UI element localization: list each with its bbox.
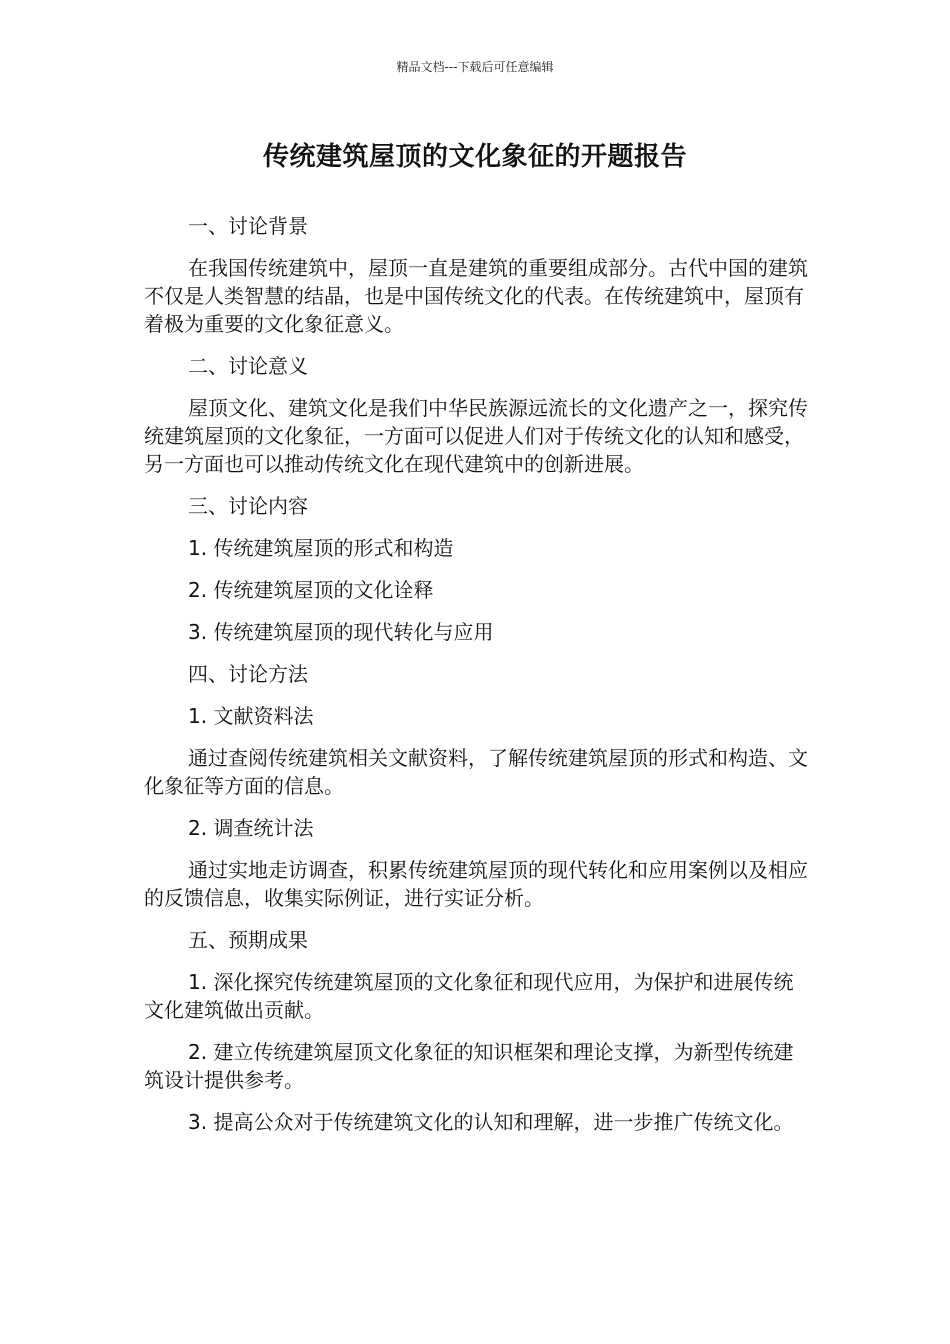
method-2-title: 2. 调查统计法 <box>188 816 314 840</box>
content-item-1: 1. 传统建筑屋顶的形式和构造 <box>188 536 454 560</box>
section-heading-significance: 二、讨论意义 <box>188 354 308 378</box>
outcome-item-1: 1. 深化探究传统建筑屋顶的文化象征和现代应用，为保护和进展传统文化建筑做出贡献。 <box>144 970 794 1022</box>
method-1-title: 1. 文献资料法 <box>188 704 314 728</box>
outcome-item-3: 3. 提高公众对于传统建筑文化的认知和理解，进一步推广传统文化。 <box>188 1110 794 1134</box>
page-header-note: 精品文档---下载后可任意编辑 <box>396 60 554 74</box>
section-heading-background: 一、讨论背景 <box>188 214 308 238</box>
background-paragraph: 在我国传统建筑中，屋顶一直是建筑的重要组成部分。古代中国的建筑不仅是人类智慧的结晶，也是中国传统文化的代表。在传统建筑中，屋顶有着极为重要的文化象征意义。 <box>144 256 808 336</box>
significance-paragraph: 屋顶文化、建筑文化是我们中华民族源远流长的文化遗产之一，探究传统建筑屋顶的文化象征，一方面可以促进人们对于传统文化的认知和感受，另一方面也可以推动传统文化在现代建筑中的创新进展。 <box>144 396 808 476</box>
content-item-3: 3. 传统建筑屋顶的现代转化与应用 <box>188 620 494 644</box>
section-heading-methods: 四、讨论方法 <box>188 662 308 686</box>
method-1-paragraph: 通过查阅传统建筑相关文献资料，了解传统建筑屋顶的形式和构造、文化象征等方面的信息。 <box>144 746 808 798</box>
section-heading-outcomes: 五、预期成果 <box>188 928 308 952</box>
content-item-2: 2. 传统建筑屋顶的文化诠释 <box>188 578 434 602</box>
document-body <box>144 212 812 1150</box>
section-heading-content: 三、讨论内容 <box>188 494 308 518</box>
document-title: 传统建筑屋顶的文化象征的开题报告 <box>262 142 687 172</box>
method-2-paragraph: 通过实地走访调查，积累传统建筑屋顶的现代转化和应用案例以及相应的反馈信息，收集实际例证，进行实证分析。 <box>144 858 808 910</box>
outcome-item-2: 2. 建立传统建筑屋顶文化象征的知识框架和理论支撑，为新型传统建筑设计提供参考。 <box>144 1040 794 1092</box>
